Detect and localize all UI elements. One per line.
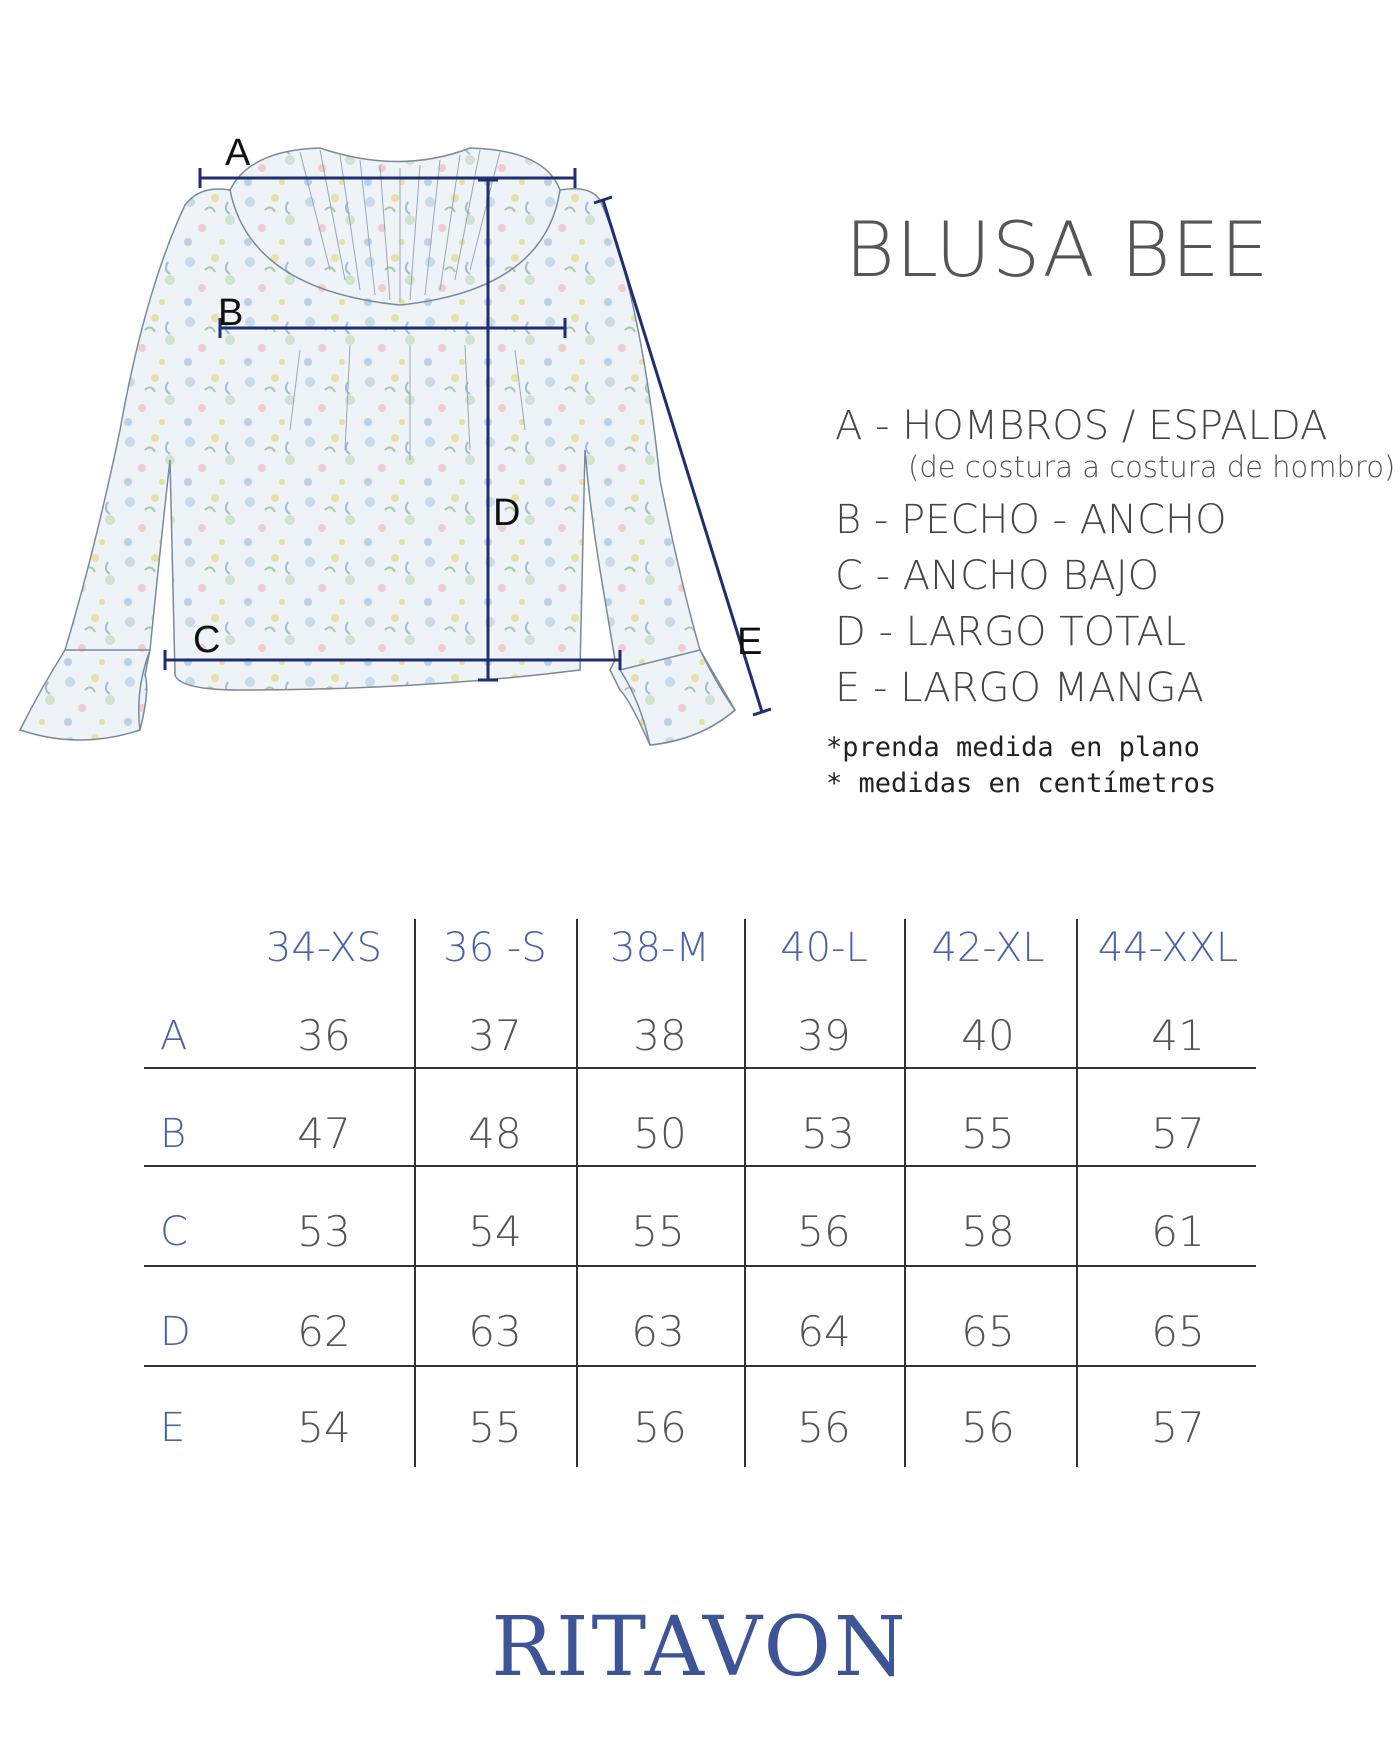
size-header: 42-XL	[931, 925, 1045, 971]
measurement-notes	[826, 730, 1216, 802]
table-cell: 48	[468, 1109, 522, 1158]
table-cell: 55	[631, 1207, 685, 1256]
blouse-diagram	[0, 130, 800, 870]
table-cell: 53	[801, 1109, 855, 1158]
label-a: A	[225, 132, 251, 174]
legend-c: C - ANCHO BAJO	[835, 553, 1160, 599]
product-title: BLUSA BEE	[845, 205, 1270, 294]
table-cell: 40	[961, 1011, 1015, 1060]
table-cell: 53	[297, 1207, 351, 1256]
legend-a: A - HOMBROS / ESPALDA	[835, 403, 1328, 449]
table-cell: 64	[797, 1307, 851, 1356]
size-header: 36 -S	[443, 925, 547, 971]
table-divider	[144, 1067, 1256, 1069]
table-divider	[904, 919, 906, 1467]
row-label: C	[160, 1209, 188, 1255]
table-cell: 61	[1151, 1207, 1205, 1256]
table-cell: 37	[468, 1011, 522, 1060]
row-label: D	[160, 1309, 191, 1355]
table-divider	[1076, 919, 1078, 1467]
table-cell: 55	[468, 1403, 522, 1452]
table-cell: 65	[1151, 1307, 1205, 1356]
measurement-legend	[835, 398, 1395, 716]
legend-e: E - LARGO MANGA	[835, 665, 1204, 711]
legend-d: D - LARGO TOTAL	[835, 609, 1187, 655]
table-cell: 62	[297, 1307, 351, 1356]
brand-logo: RITAVON	[491, 1600, 909, 1695]
table-cell: 56	[797, 1207, 851, 1256]
table-divider	[144, 1165, 1256, 1167]
table-cell: 65	[961, 1307, 1015, 1356]
table-divider	[576, 919, 578, 1467]
table-divider	[414, 919, 416, 1467]
table-cell: 56	[961, 1403, 1015, 1452]
table-divider	[144, 1265, 1256, 1267]
table-cell: 54	[297, 1403, 351, 1452]
table-cell: 58	[961, 1207, 1015, 1256]
table-cell: 63	[468, 1307, 522, 1356]
table-cell: 57	[1151, 1403, 1205, 1452]
table-cell: 56	[633, 1403, 687, 1452]
table-cell: 56	[797, 1403, 851, 1452]
left-cuff	[20, 650, 150, 740]
size-header: 38-M	[610, 925, 710, 971]
note-units: * medidas en centímetros	[826, 768, 1217, 799]
table-cell: 50	[633, 1109, 687, 1158]
table-cell: 47	[297, 1109, 351, 1158]
table-cell: 39	[797, 1011, 851, 1060]
size-header: 34-XS	[265, 925, 383, 971]
table-cell: 57	[1151, 1109, 1205, 1158]
label-e: E	[737, 621, 763, 663]
note-flat: *prenda medida en plano	[826, 732, 1200, 763]
legend-a-note: (de costura a costura de hombro)	[908, 450, 1396, 484]
row-label: E	[160, 1405, 186, 1451]
table-cell: 41	[1151, 1011, 1205, 1060]
table-cell: 55	[961, 1109, 1015, 1158]
legend-b: B - PECHO - ANCHO	[835, 497, 1227, 543]
row-label: B	[160, 1111, 187, 1157]
row-label: A	[160, 1013, 188, 1059]
label-c: C	[193, 619, 221, 661]
table-divider	[744, 919, 746, 1467]
table-cell: 36	[297, 1011, 351, 1060]
size-header: 44-XXL	[1097, 925, 1239, 971]
table-cell: 54	[468, 1207, 522, 1256]
label-b: B	[218, 292, 244, 334]
table-cell: 38	[633, 1011, 687, 1060]
size-header: 40-L	[780, 925, 868, 971]
table-divider	[144, 1365, 1256, 1367]
label-d: D	[493, 492, 521, 534]
table-cell: 63	[631, 1307, 685, 1356]
size-table	[140, 915, 1258, 1465]
